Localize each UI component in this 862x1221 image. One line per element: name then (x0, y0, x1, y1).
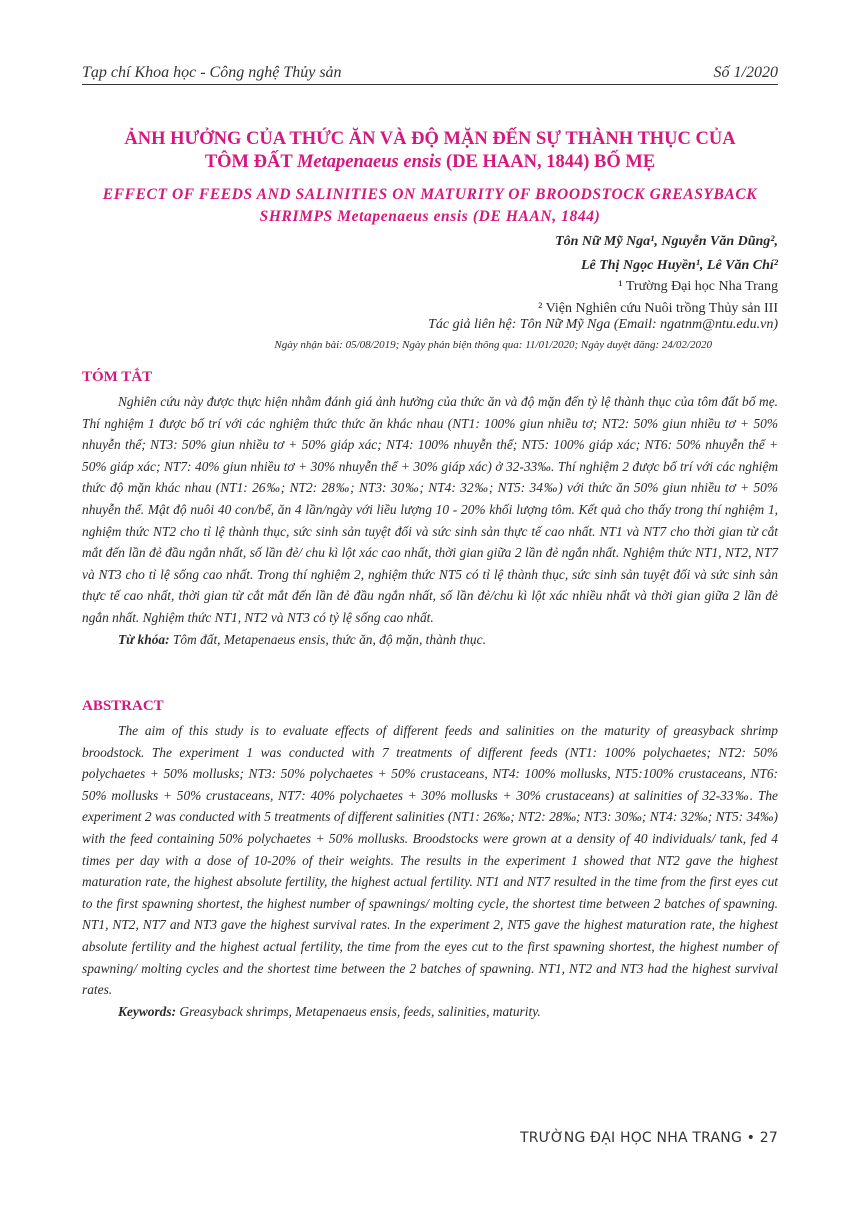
tomtat-body (82, 391, 778, 650)
title-en-line1: EFFECT OF FEEDS AND SALINITIES ON MATURITY OF BROODSTOCK GREASYBACK (102, 186, 758, 203)
title-english (82, 184, 778, 228)
bullet-icon: • (746, 1130, 756, 1146)
running-header (82, 62, 778, 85)
keywords-text: Greasyback shrimps, Metapenaeus ensis, feeds, salinities, maturity. (176, 1003, 541, 1019)
corresponding-author: Tác giả liên hệ: Tôn Nữ Mỹ Nga (Email: ngatnm@ntu.edu.vn) (428, 317, 778, 332)
page-footer (520, 1130, 778, 1146)
abstract-body (82, 720, 778, 1022)
title-vi-suffix: (DE HAAN, 1844) BỐ MẸ (441, 152, 656, 172)
authors (555, 230, 778, 278)
abstract-keywords (82, 1001, 778, 1023)
tomtat-text: Nghiên cứu này được thực hiện nhằm đánh giá ảnh hưởng của thức ăn và độ mặn đến tỷ lệ thành thục của tôm đất bố mẹ. Thí nghiệm 1 được bố trí với các nghiệm thức thức ăn khác nhau (NT1: 100% giun nhiều tơ; NT2: 50% giun nhiều tơ + 50% nhuyễn thể; NT3: 50% giun nhiều tơ + 50% giáp xác; NT4: 100% nhuyễn thể; NT5: 100% giáp xác; NT6: 50% nhuyễn thể + 50% giáp xác; NT7: 40% giun nhiều tơ + 30% nhuyễn thể + 30% giáp xác) ở 32-33‰. Thí nghiệm 2 được bố trí với các nghiệm thức độ mặn khác nhau (NT1: 26‰; NT2: 28‰; NT3: 30‰; NT4: 32‰; NT5: 34‰) với thức ăn 50% giun nhiều tơ + 50% nhuyễn thể. Mật độ nuôi 40 con/bể, ăn 4 lần/ngày với liều lượng 10 - 20% khối lượng tôm. Kết quả cho thấy trong thí nghiệm 1, nghiệm thức NT2 cho tỉ lệ thành thục, sức sinh sản tuyệt đối và sức sinh sản thực tế cao nhất. NT1 và NT7 cho thời gian từ cắt mắt đến lần đẻ đầu ngắn nhất, số lần đẻ/ chu kì lột xác cao nhất, thời gian giữa 2 lần đẻ ngắn nhất. Nghiệm thức NT1, NT2, NT7 và NT3 cho tỉ lệ sống cao nhất. Trong thí nghiệm 2, nghiệm thức NT5 có tỉ lệ thành thục, sức sinh sản tuyệt đối và sức sinh sản thực tế cao nhất, thời gian từ cắt mắt đến lần đẻ đầu ngắn nhất, số lần đẻ/chu kì lột xác nhiều nhất và thời gian giữa 2 lần đẻ ngắn nhất. Nghiệm thức NT1, NT2 và NT3 có tỷ lệ sống cao nhất. (82, 394, 778, 625)
tomtat-heading: TÓM TẮT (82, 369, 153, 385)
affiliation-1: ¹ Trường Đại học Nha Trang (618, 279, 778, 294)
keywords-label: Keywords: (118, 1003, 177, 1019)
keywords-text: Tôm đất, Metapenaeus ensis, thức ăn, độ mặn, thành thục. (169, 631, 486, 647)
title-vi-line1: ẢNH HƯỞNG CỦA THỨC ĂN VÀ ĐỘ MẶN ĐẾN SỰ THÀNH THỤC CỦA (124, 129, 736, 149)
keywords-label: Từ khóa: (118, 631, 170, 647)
title-vi-line2 (82, 151, 778, 174)
authors-line2: Lê Thị Ngọc Huyền¹, Lê Văn Chí² (580, 258, 778, 273)
issue-number: Số 1/2020 (713, 64, 778, 81)
authors-line1: Tôn Nữ Mỹ Nga¹, Nguyễn Văn Dũng², (555, 234, 778, 249)
footer-institution: TRƯỜNG ĐẠI HỌC NHA TRANG (519, 1130, 742, 1146)
title-en-line2: SHRIMPS Metapenaeus ensis (DE HAAN, 1844) (259, 208, 601, 225)
page-number: 27 (759, 1130, 778, 1146)
tomtat-keywords (82, 629, 778, 651)
abstract-heading: ABSTRACT (82, 698, 164, 714)
title-vietnamese (82, 128, 778, 174)
journal-name: Tạp chí Khoa học - Công nghệ Thủy sản (82, 64, 342, 81)
affiliation-2: ² Viện Nghiên cứu Nuôi trồng Thủy sản III (538, 301, 778, 316)
title-vi-prefix: TÔM ĐẤT (204, 152, 297, 172)
article-dates: Ngày nhận bài: 05/08/2019; Ngày phản biện thông qua: 11/01/2020; Ngày duyệt đăng: 24/02/2020 (274, 339, 712, 351)
affiliations (538, 276, 778, 320)
abstract-text: The aim of this study is to evaluate effects of different feeds and salinities on the maturity of greasyback shrimp broodstock. The experiment 1 was conducted with 7 treatments of different feeds (NT1: 100% polychaetes; NT2: 50% polychaetes + 50% mollusks; NT3: 50% polychaetes + 50% crustaceans, NT4: 100% mollusks, NT5:100% crustaceans, NT6: 50% mollusks + 50% crustaceans, NT7: 40% polychaetes + 30% mollusks + 30% crustaceans) at salinities of 32-33‰. The experiment 2 was conducted with 5 treatments of different salinities (NT1: 26‰; NT2: 28‰; NT3: 30‰; NT4: 32‰; NT5: 34‰) with the feed containing 50% polychaetes + 50% mollusks. Broodstocks were grown at a density of 40 individuals/ tank, fed 4 times per day with a dose of 10-20% of their weights. The results in the experiment 1 showed that NT2 gave the highest maturation rate, the highest absolute fertility, the highest actual fertility. NT1 and NT7 resulted in the time from the first eyes cut to the first spawning shortest, the highest number of spawnings/ molting cycle, the shortest time between 2 batches of spawning. NT1, NT2, NT7 and NT3 gave the highest survival rates. In the experiment 2, NT5 gave the highest maturation rate, the highest absolute fertility and the highest actual fertility, the time from the eyes cut to the first spawning shortest, the highest number of spawning/ molting cycles and the shortest time between the 2 batches of spawning. NT1, NT2 and NT3 had the highest survival rates. (82, 723, 778, 998)
species-name: Metapenaeus ensis (296, 152, 442, 172)
